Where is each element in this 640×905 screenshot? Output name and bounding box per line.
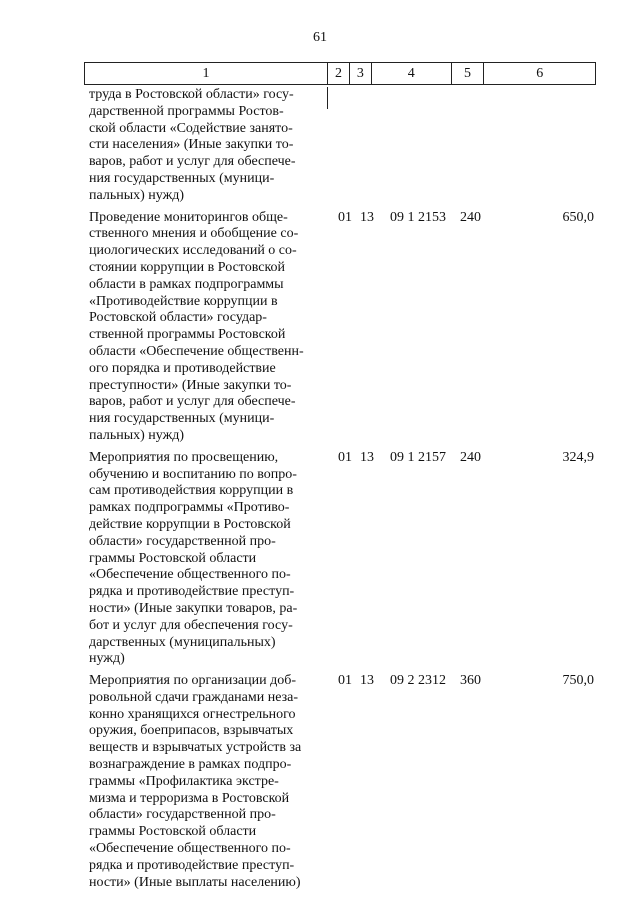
row-section: 01 xyxy=(338,673,352,689)
row-target-article: 09 2 2312 xyxy=(390,673,446,689)
table-body xyxy=(84,87,596,891)
row-subsection: 13 xyxy=(360,209,374,225)
header-col-2: 2 xyxy=(328,63,350,84)
row-expense-type xyxy=(458,87,491,205)
row-amount: 324,9 xyxy=(562,449,594,465)
header-col-1: 1 xyxy=(85,63,328,84)
budget-table xyxy=(84,62,596,891)
header-col-4: 4 xyxy=(372,63,452,84)
row-amount xyxy=(491,87,594,205)
table-row xyxy=(84,673,596,891)
row-subsection: 13 xyxy=(360,673,374,689)
row-target-article xyxy=(378,87,458,205)
row-description: Проведение мониторингов обще- ственного мнения и обобщение со- циологических исследований о со- стоянии коррупции в Ростовской области в рамках подпрограммы «Противодействие коррупции в Ростовской области» государ- ственной программы Ростовской области «Обеспечение общественн- ого порядка и противодействие преступности» (Иные закупки то- варов, работ и услуг для обеспече- ния государственных (муници- пальных) нужд) xyxy=(89,209,304,443)
table-row xyxy=(84,210,596,445)
row-expense-type: 360 xyxy=(460,673,481,689)
row-description: труда в Ростовской области» госу- дарственной программы Ростов- ской области «Содействие занято- сти населения» (Иные закупки то- варов, работ и услуг для обеспече- ния государственных (муници- пальных) нужд) xyxy=(89,87,296,203)
row-expense-type: 240 xyxy=(460,449,481,465)
row-description: Мероприятия по просвещению, обучению и воспитанию по вопро- сам противодействия коррупции в рамках подпрограммы «Противо- действие коррупции в Ростовской области» государственной про- граммы Ростовской области «Обеспечение общественного по- рядка и противодействие преступ- ности» (Иные закупки товаров, ра- бот и услуг для обеспечения госу- дарственных (муниципальных) нужд) xyxy=(89,449,298,667)
row-section: 01 xyxy=(338,449,352,465)
table-row xyxy=(84,87,596,205)
row-subsection xyxy=(356,87,378,205)
row-amount: 750,0 xyxy=(562,673,594,689)
row-subsection: 13 xyxy=(360,449,374,465)
row-expense-type: 240 xyxy=(460,209,481,225)
row-target-article: 09 1 2157 xyxy=(390,449,446,465)
row-section: 01 xyxy=(338,209,352,225)
row-target-article: 09 1 2153 xyxy=(390,209,446,225)
header-col-3: 3 xyxy=(350,63,372,84)
row-amount: 650,0 xyxy=(562,209,594,225)
row-section xyxy=(334,87,356,205)
table-header xyxy=(84,62,596,85)
page-number: 61 xyxy=(313,30,327,45)
row-description: Мероприятия по организации доб- ровольной сдачи гражданами неза- конно хранящихся огнестрельного оружия, боеприпасов, взрывчатых веществ и взрывчатых устройств за вознаграждение в рамках подпро- граммы «Профилактика экстре- мизма и терроризма в Ростовской области» государственной про- граммы Ростовской области «Обеспечение общественного по- рядка и противодействие преступ- ности» (Иные выплаты населению) xyxy=(89,673,302,890)
header-col-6: 6 xyxy=(536,66,544,81)
table-row xyxy=(84,450,596,668)
header-col-5: 5 xyxy=(452,63,485,84)
